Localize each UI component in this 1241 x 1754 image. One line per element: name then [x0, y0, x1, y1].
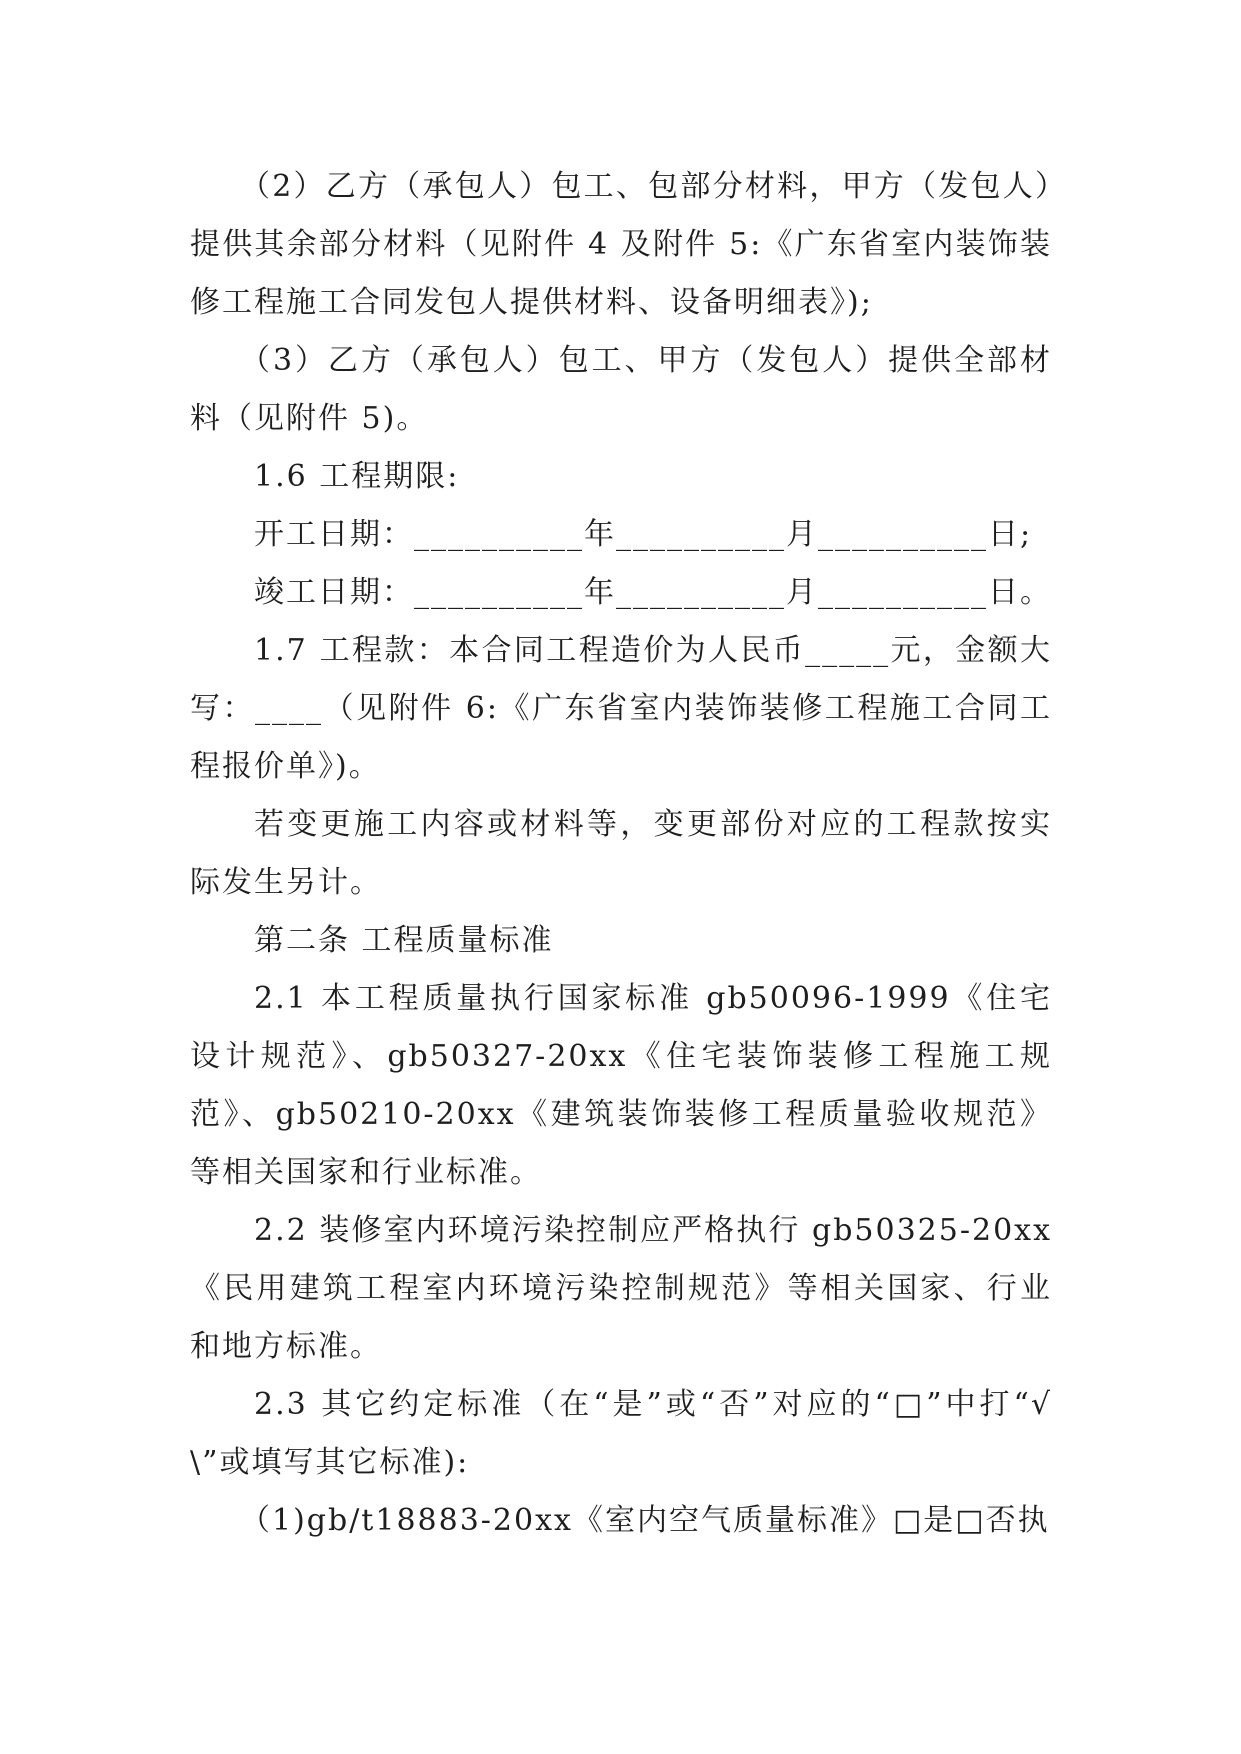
paragraph-contract-mode-3: （3）乙方（承包人）包工、甲方（发包人）提供全部材料（见附件 5)。: [190, 343, 1052, 436]
paragraph-section-2-1: 2.1 本工程质量执行国家标准 gb50096-1999《住宅设计规范》、gb50327-20xx《住宅装饰装修工程施工规范》、gb50210-20xx《建筑装饰装修工程质量验收规范》等相关国家和行业标准。: [190, 981, 1052, 1190]
paragraph-completion-date: 竣工日期：__________年__________月__________日。: [254, 575, 1052, 610]
paragraph-section-2-2: 2.2 装修室内环境污染控制应严格执行 gb50325-20xx《民用建筑工程室内环境污染控制规范》等相关国家、行业和地方标准。: [190, 1213, 1052, 1364]
paragraph-section-2-3: 2.3 其它约定标准（在“是”或“否”对应的“□”中打“√\”或填写其它标准):: [190, 1387, 1052, 1480]
paragraph-section-1-7: 1.7 工程款：本合同工程造价为人民币_____元，金额大写：____（见附件 6:《广东省室内装饰装修工程施工合同工程报价单》)。: [190, 633, 1052, 784]
paragraph-start-date: 开工日期：__________年__________月__________日;: [254, 517, 1033, 552]
paragraph-contract-mode-2: （2）乙方（承包人）包工、包部分材料，甲方（发包人）提供其余部分材料（见附件 4 及附件 5:《广东省室内装饰装修工程施工合同发包人提供材料、设备明细表》);: [190, 169, 1052, 320]
paragraph-section-1-6: 1.6 工程期限:: [254, 459, 460, 494]
heading-article-2: 第二条 工程质量标准: [254, 923, 554, 958]
paragraph-change-note: 若变更施工内容或材料等，变更部份对应的工程款按实际发生另计。: [190, 807, 1052, 900]
document-body: [190, 158, 1052, 1550]
paragraph-standard-item-1: （1)gb/t18883-20xx《室内空气质量标准》□是□否执: [240, 1503, 1050, 1538]
